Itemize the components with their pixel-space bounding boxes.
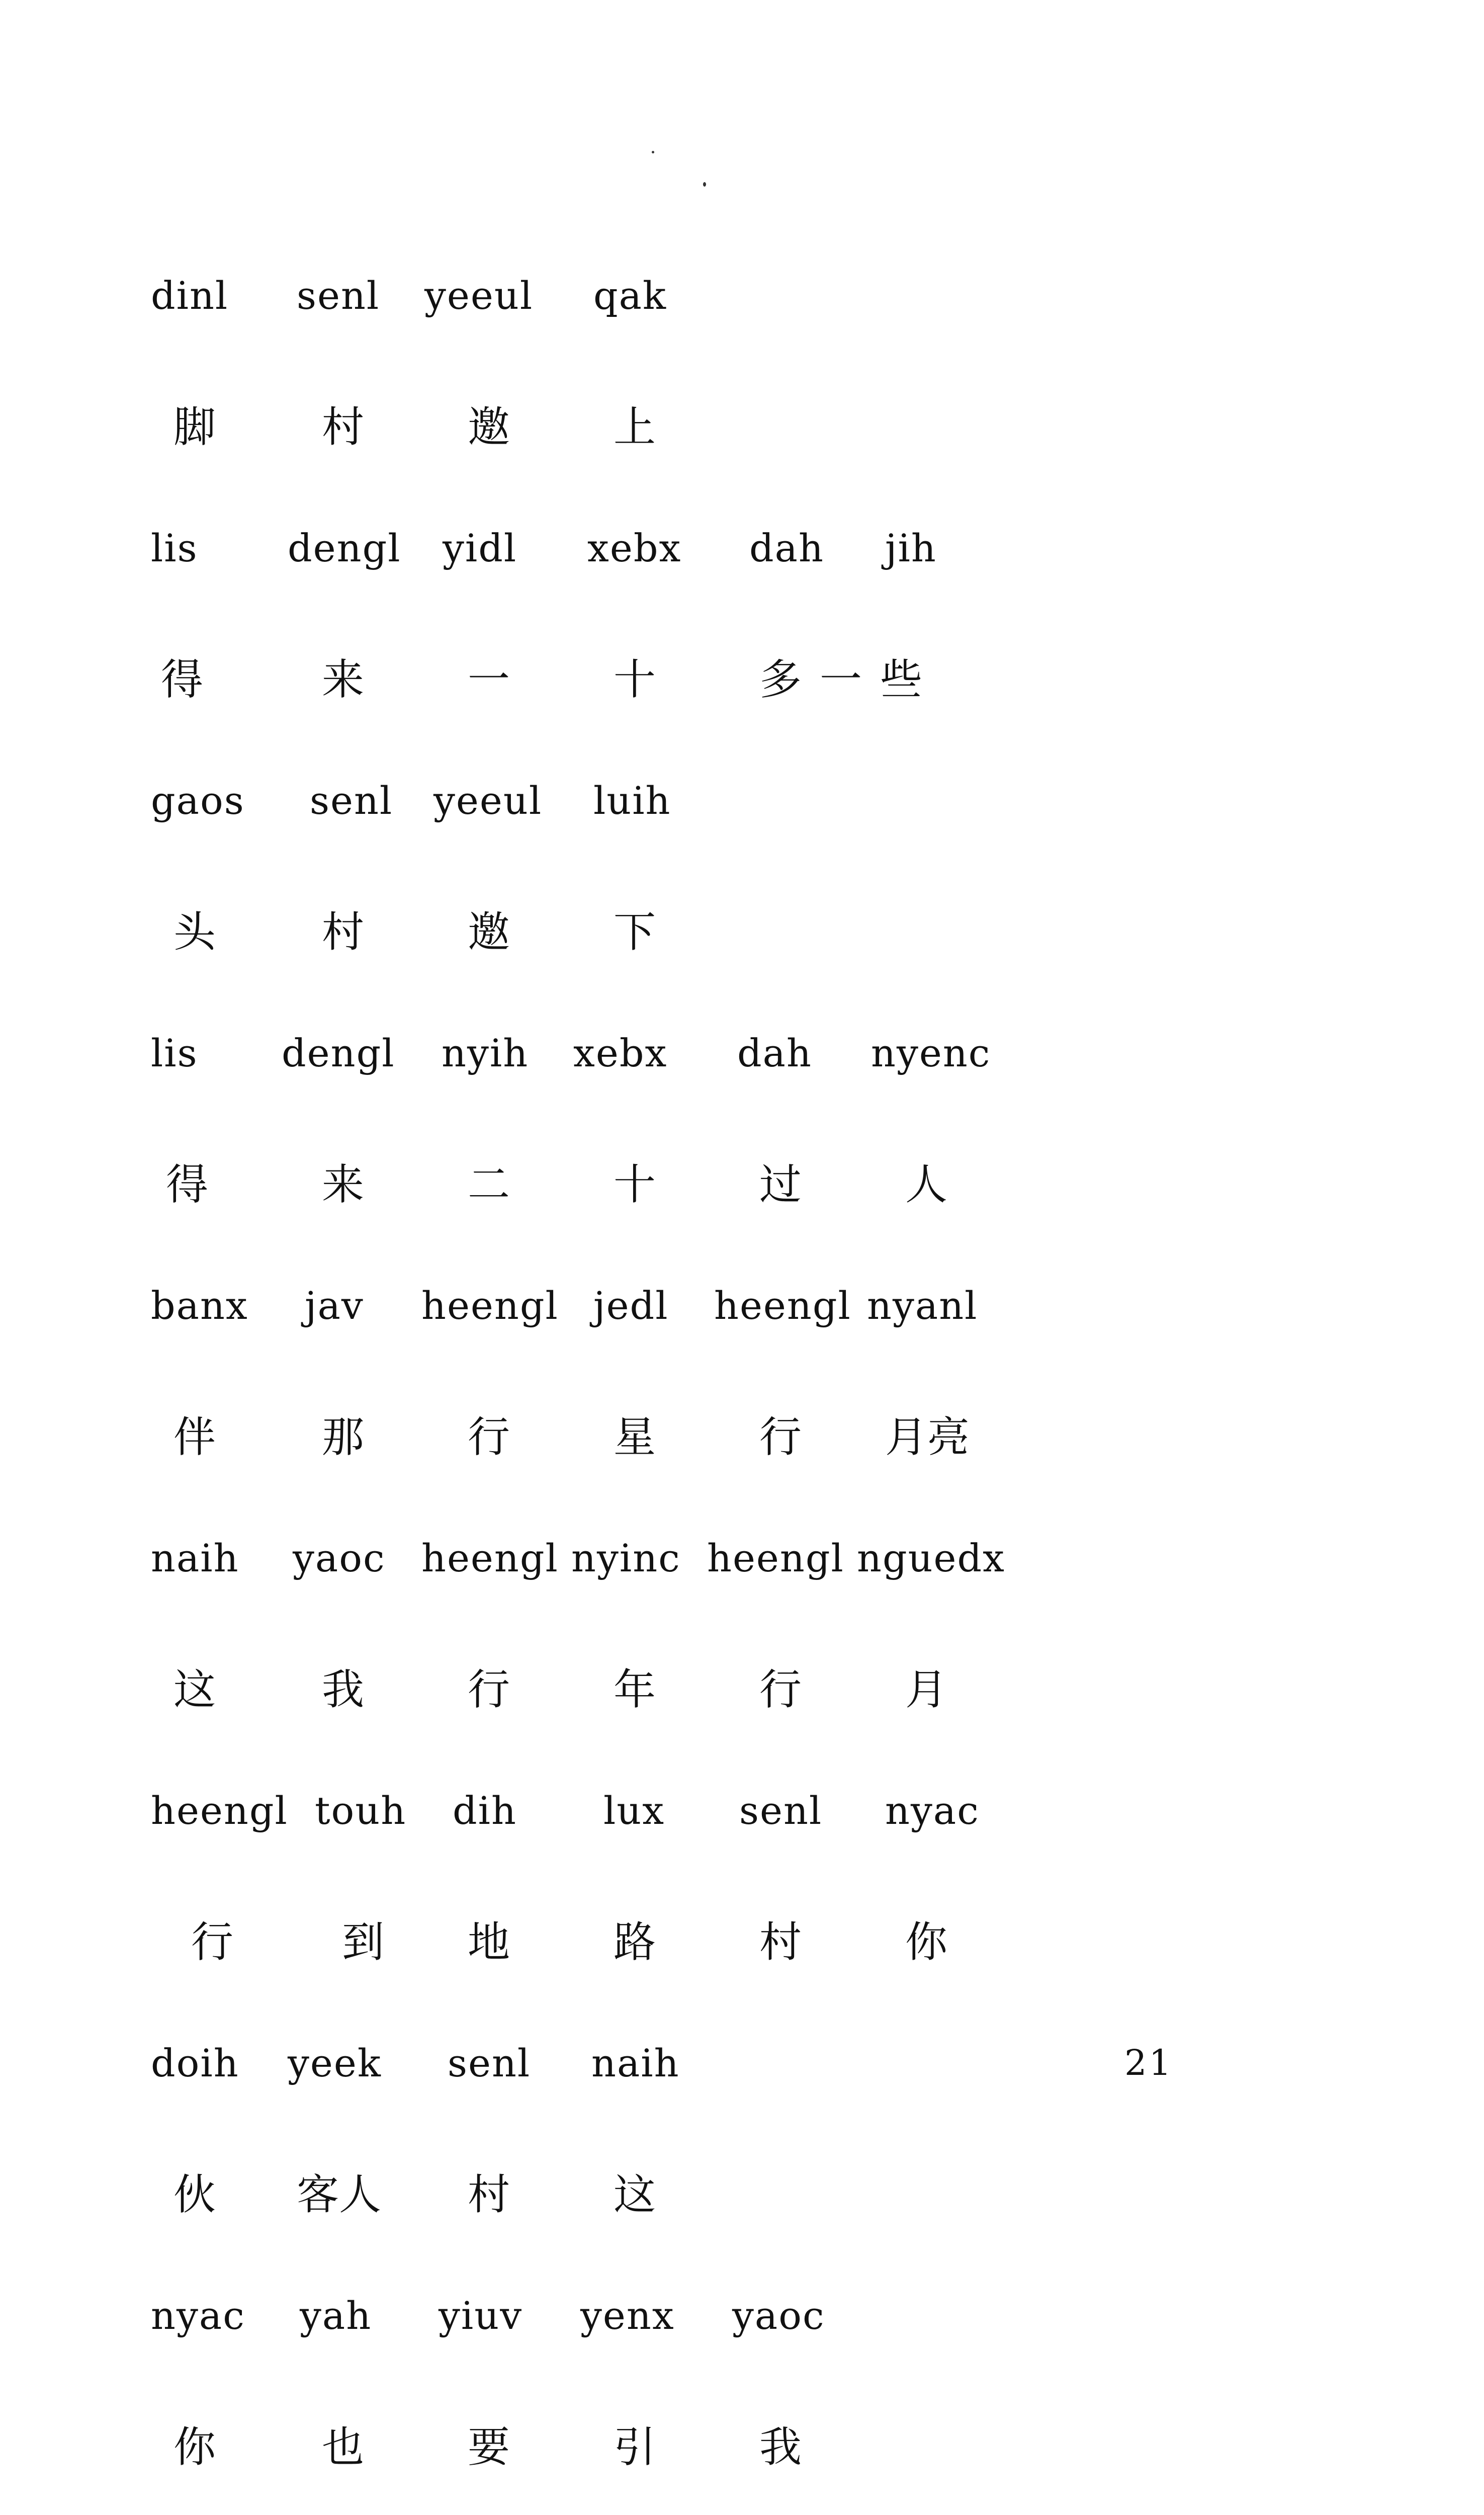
romanized-word: lis [151, 1031, 198, 1075]
gloss-word: 到 [342, 1917, 385, 1967]
gloss-word: 村 [322, 402, 365, 452]
gloss-word: 月 [905, 1665, 948, 1714]
chinese-gloss-line [151, 2155, 1358, 2282]
romanized-line [151, 1524, 1358, 1650]
romanized-line [151, 262, 1358, 388]
romanized-word: yeek [288, 2041, 382, 2085]
romanized-word: gaos [151, 778, 245, 823]
gloss-word: 下 [614, 907, 656, 957]
romanized-word: qak [593, 273, 667, 318]
verse-pair [151, 262, 1358, 514]
gloss-word: 来 [322, 1160, 365, 1209]
romanized-word: dengl [282, 1031, 395, 1075]
chinese-gloss-line [151, 388, 1358, 514]
gloss-word: 伴 [173, 1412, 216, 1462]
verse-pair [151, 1524, 1358, 1777]
chinese-gloss-line [151, 1145, 1358, 1272]
chinese-gloss-line [151, 1903, 1358, 2029]
gloss-word: 头 [173, 907, 216, 957]
print-speck [652, 151, 654, 153]
gloss-word: 地 [468, 1917, 510, 1967]
romanized-word: lis [151, 526, 198, 570]
gloss-word: 上 [614, 402, 656, 452]
romanized-word: jav [305, 1283, 364, 1328]
romanized-word: nyinc [571, 1536, 681, 1580]
gloss-word: 多一些 [759, 655, 941, 704]
romanized-word: dengl [288, 526, 401, 570]
verse-pair [151, 1019, 1358, 1272]
romanized-word: banx [151, 1283, 248, 1328]
verse-pair [151, 514, 1358, 767]
romanized-word: yiuv [439, 2293, 523, 2338]
romanized-word: jedl [593, 1283, 669, 1328]
romanized-word: heengl [707, 1536, 844, 1580]
gloss-word: 伙 [173, 2170, 216, 2219]
romanized-word: naih [591, 2041, 680, 2085]
verse-pair [151, 1777, 1358, 2029]
romanized-word: jih [885, 526, 937, 570]
romanized-word: heengl [421, 1536, 559, 1580]
verse-pair [151, 2282, 1358, 2515]
gloss-word: 也 [322, 2422, 365, 2472]
romanized-word: nyac [885, 1788, 980, 1833]
gloss-word: 要 [468, 2422, 510, 2472]
romanized-line [151, 2282, 1358, 2408]
gloss-word: 十 [614, 1160, 656, 1209]
text-body [151, 262, 1358, 2515]
gloss-word: 行 [468, 1412, 510, 1462]
gloss-word: 行 [759, 1412, 802, 1462]
gloss-word: 过 [759, 1160, 802, 1209]
romanized-word: nyenc [871, 1031, 991, 1075]
gloss-word: 引 [614, 2422, 656, 2472]
gloss-word: 年 [614, 1665, 656, 1714]
gloss-word: 得 [166, 1160, 209, 1209]
romanized-line [151, 1019, 1358, 1145]
chinese-gloss-line [151, 640, 1358, 767]
romanized-word: heengl [151, 1788, 288, 1833]
romanized-line [151, 2029, 1358, 2155]
chinese-gloss-line [151, 1650, 1358, 1777]
verse-pair [151, 1272, 1358, 1524]
romanized-line [151, 767, 1358, 893]
romanized-line [151, 514, 1358, 640]
page-number: 21 [1124, 2042, 1174, 2083]
romanized-word: nguedx [857, 1536, 1006, 1580]
gloss-word: 客人 [297, 2170, 382, 2219]
romanized-word: nyih [442, 1031, 529, 1075]
gloss-word: 这 [173, 1665, 216, 1714]
gloss-word: 村 [759, 1917, 802, 1967]
romanized-word: dih [453, 1788, 517, 1833]
gloss-word: 你 [905, 1917, 948, 1967]
romanized-word: yeeul [424, 273, 534, 318]
gloss-word: 村 [468, 2170, 510, 2219]
romanized-word: senl [297, 273, 380, 318]
romanized-word: heengl [714, 1283, 851, 1328]
romanized-word: yenx [580, 2293, 675, 2338]
romanized-word: nyanl [867, 1283, 978, 1328]
gloss-word: 行 [468, 1665, 510, 1714]
romanized-word: nyac [151, 2293, 245, 2338]
romanized-word: yeeul [433, 778, 543, 823]
gloss-word: 人 [905, 1160, 948, 1209]
gloss-word: 脚 [173, 402, 216, 452]
romanized-word: dah [749, 526, 824, 570]
romanized-word: luih [593, 778, 671, 823]
gloss-word: 这 [614, 2170, 656, 2219]
gloss-word: 行 [759, 1665, 802, 1714]
verse-pair [151, 767, 1358, 1019]
romanized-line [151, 1272, 1358, 1398]
verse-pair [151, 2029, 1358, 2282]
gloss-word: 我 [759, 2422, 802, 2472]
romanized-word: yah [300, 2293, 372, 2338]
gloss-word: 月亮 [885, 1412, 970, 1462]
gloss-word: 二 [468, 1160, 510, 1209]
gloss-word: 村 [322, 907, 365, 957]
romanized-word: heengl [421, 1283, 559, 1328]
romanized-word: senl [739, 1788, 823, 1833]
romanized-word: touh [315, 1788, 407, 1833]
chinese-gloss-line [151, 2408, 1358, 2515]
romanized-word: doih [151, 2041, 239, 2085]
romanized-word: lux [603, 1788, 665, 1833]
romanized-word: naih [151, 1536, 239, 1580]
romanized-word: yaoc [732, 2293, 825, 2338]
romanized-word: senl [310, 778, 393, 823]
gloss-word: 十 [614, 655, 656, 704]
gloss-word: 来 [322, 655, 365, 704]
chinese-gloss-line [151, 1398, 1358, 1524]
print-speck [703, 182, 706, 187]
gloss-word: 那 [322, 1412, 365, 1462]
gloss-word: 一 [468, 655, 510, 704]
gloss-word: 我 [322, 1665, 365, 1714]
romanized-word: xebx [587, 526, 682, 570]
romanized-line [151, 1777, 1358, 1903]
romanized-word: dah [737, 1031, 812, 1075]
romanized-word: dinl [151, 273, 229, 318]
romanized-word: xebx [573, 1031, 668, 1075]
gloss-word: 行 [191, 1917, 234, 1967]
gloss-word: 星 [614, 1412, 656, 1462]
chinese-gloss-line [151, 893, 1358, 1019]
gloss-word: 邀 [468, 402, 510, 452]
gloss-word: 你 [173, 2422, 216, 2472]
gloss-word: 得 [161, 655, 204, 704]
romanized-word: yaoc [293, 1536, 386, 1580]
gloss-word: 邀 [468, 907, 510, 957]
romanized-word: yidl [443, 526, 517, 570]
romanized-word: senl [448, 2041, 531, 2085]
gloss-word: 路 [614, 1917, 656, 1967]
